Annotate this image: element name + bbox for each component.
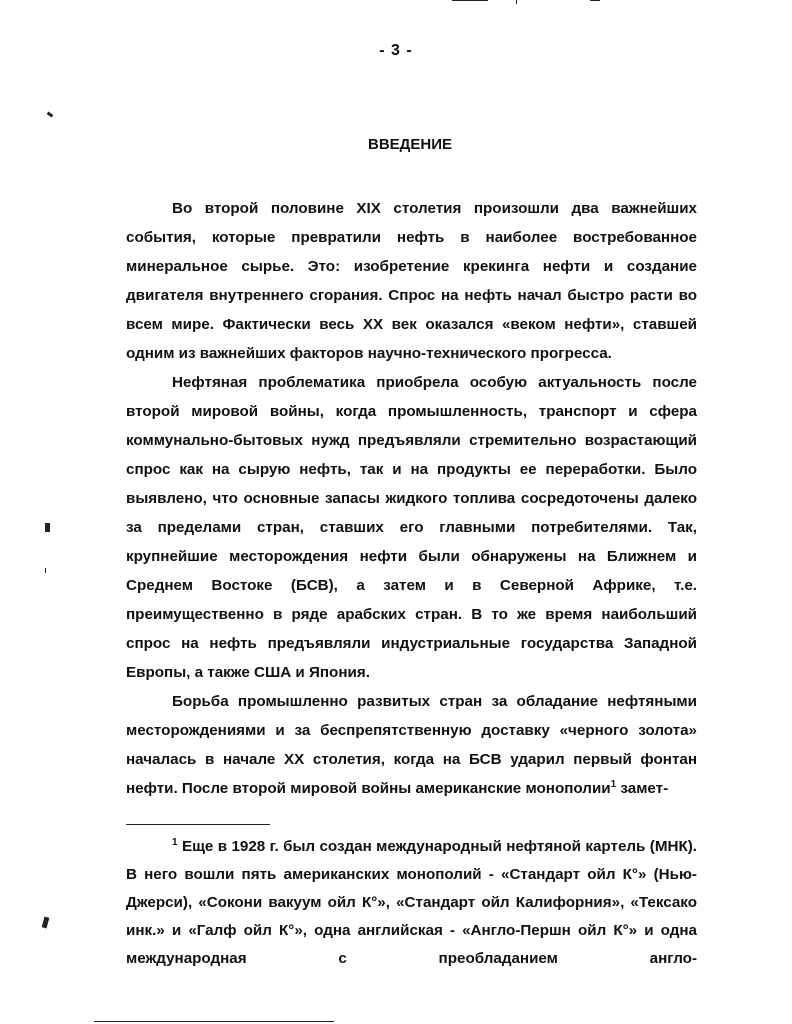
paragraph-3-text: Борьба промышленно развитых стран за обладание нефтяными месторождениями и за беспрепятственную доставку «черного золота» началась в начале ХХ столетия, когда на БСВ ударил первый фонтан нефти. После второй мировой войны американские монополии [126, 693, 697, 797]
scan-mark-top-1 [452, 0, 488, 1]
scan-mark-left-3 [45, 568, 46, 573]
footnote-marker: 1 [172, 837, 178, 848]
scan-mark-top-2 [516, 0, 517, 4]
footnote [126, 833, 697, 973]
paragraph-3 [126, 687, 697, 803]
paragraph-2 [126, 368, 697, 687]
paragraph-2-before: Нефтяная проблематика приобрела особую [172, 374, 539, 391]
paragraph-1-text: Во второй половине XIX столетия произошли два важнейших события, которые превратили нефть в наиболее востребованное минеральное сырье. Это: изобретение крекинга нефти и создание двигателя внутреннего сгорания. Спрос на нефть начал быстро расти во всем мире. Фактически весь ХХ век оказался «веком нефти», ставшей одним из важнейших факторов научно-технического прогресса. [126, 200, 697, 362]
page-title: ВВЕДЕНИЕ [368, 136, 452, 153]
paragraph-1 [126, 194, 697, 368]
footnote-text: Еще в 1928 г. был создан международный нефтяной картель (МНК). В него вошли пять американских монополий - «Стандарт ойл К°» (Нью-Джерси), «Сокони вакуум ойл К°», «Стандарт ойл Калифорния», «Тексако инк.» и «Галф ойл К°», одна английская - «Англо-Першн ойл К°» и одна международная с преобладанием англо- [126, 838, 697, 967]
scan-mark-left-4 [42, 917, 50, 929]
scan-mark-bottom-1 [94, 1021, 334, 1022]
scan-mark-left-1 [47, 112, 54, 118]
paragraph-2-emphasis: актуальность [538, 374, 642, 391]
paragraph-3-after: замет- [616, 780, 669, 797]
footnote-separator [126, 824, 270, 825]
scan-mark-left-2 [45, 523, 50, 532]
footnote-reference: 1 [610, 779, 617, 790]
paragraph-2-after: после второй мировой войны, когда промышленность, транспорт и сфера коммунально-бытовых нужд предъявляли стремительно возрастающий спрос как на сырую нефть, так и на продукты ее переработки. Было выявлено, что основные запасы жидкого топлива сосредоточены далеко за пределами стран, ставших его главными потребителями. Так, крупнейшие месторождения нефти были обнаружены на Ближнем и Среднем Востоке (БСВ), а затем и в Северной Африке, т.е. преимущественно в ряде арабских стран. В то же время наибольший спрос на нефть предъявляли индустриальные государства Западной Европы, а также США и Япония. [126, 374, 697, 681]
page-number: - 3 - [379, 42, 413, 59]
scan-mark-top-3 [590, 0, 600, 1]
main-text [126, 194, 697, 803]
